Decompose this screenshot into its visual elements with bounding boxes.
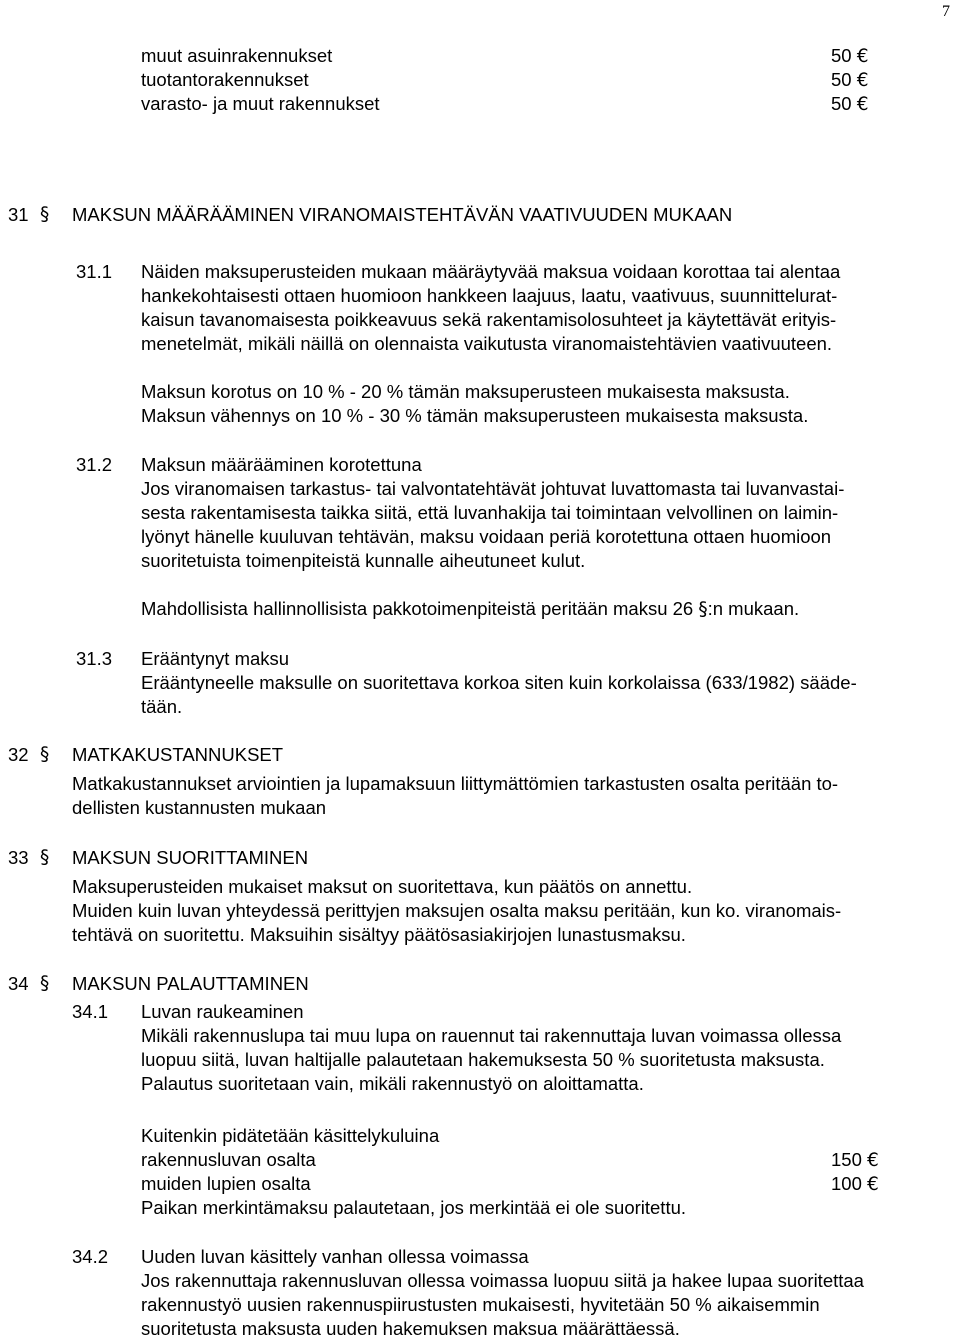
paragraph bbox=[141, 380, 941, 428]
section-title: MAKSUN PALAUTTAMINEN bbox=[72, 973, 309, 994]
section-symbol: § bbox=[40, 744, 50, 765]
section-number: 31 bbox=[8, 204, 29, 225]
subsection-heading: Luvan raukeaminen bbox=[141, 1001, 304, 1022]
section-number: 33 bbox=[8, 847, 29, 868]
fee-value: 50 € bbox=[831, 45, 869, 67]
fee-value: 100 € bbox=[831, 1173, 879, 1195]
fee-row bbox=[141, 68, 881, 92]
text-line: kaisun tavanomaisesta poikkeavuus sekä rakentamisolosuhteet ja käytettävät erityis- bbox=[141, 309, 837, 330]
subsection-heading: Maksun määrääminen korotettuna bbox=[141, 454, 422, 475]
page-number: 7 bbox=[942, 3, 950, 20]
text-line: Jos rakennuttaja rakennusluvan ollessa voimassa luopuu siitä ja hakee lupaa suoritettaa bbox=[141, 1270, 864, 1291]
text-fragment: Mahdollisista hallinnollisista pakkotoimenpiteistä peritään maksu 26 bbox=[141, 598, 699, 619]
section-number: 34 bbox=[8, 973, 29, 994]
text-line: menetelmät, mikäli näillä on olennaista vaikutusta viranomaistehtävien vaativuuteen. bbox=[141, 333, 833, 354]
text-line: Maksuperusteiden mukaiset maksut on suoritettava, kun päätös on annettu. bbox=[72, 876, 693, 897]
section-34-heading bbox=[8, 972, 908, 996]
subsection-number: 34.2 bbox=[72, 1246, 109, 1267]
section-symbol: § bbox=[40, 204, 50, 225]
section-symbol: § bbox=[40, 973, 50, 994]
fee-value: 50 € bbox=[831, 69, 869, 91]
section-title: MAKSUN SUORITTAMINEN bbox=[72, 847, 309, 868]
section-symbol: § bbox=[698, 599, 708, 620]
text-line: hankekohtaisesti ottaen huomioon hankkeen laajuus, laatu, vaativuus, suunnittelurat- bbox=[141, 285, 838, 306]
fee-value: 50 € bbox=[831, 93, 869, 115]
text-line: Palautus suoritetaan vain, mikäli rakennustyö on aloittamatta. bbox=[141, 1073, 644, 1094]
text-line: Matkakustannukset arviointien ja lupamaksuun liittymättömien tarkastusten osalta peritään to- bbox=[72, 773, 839, 794]
subsection-number: 31.2 bbox=[76, 454, 113, 475]
retention-intro: Kuitenkin pidätetään käsittelykuluina bbox=[141, 1125, 440, 1146]
text-line: lyönyt hänelle kuuluvan tehtävän, maksu voidaan periä korotettuna ottaen huomioon bbox=[141, 526, 832, 547]
paragraph bbox=[72, 875, 952, 947]
text-line: Maksun korotus on 10 % - 20 % tämän maksuperusteen mukaisesta maksusta. bbox=[141, 381, 790, 402]
paragraph bbox=[72, 772, 952, 820]
subsection-number: 34.1 bbox=[72, 1001, 109, 1022]
fee-row bbox=[141, 1172, 881, 1196]
fee-label: tuotantorakennukset bbox=[141, 69, 309, 90]
paragraph bbox=[141, 671, 941, 719]
text-line: Erääntyneelle maksulle on suoritettava korkoa siten kuin korkolaissa (633/1982) sääde- bbox=[141, 672, 857, 693]
subsection-number: 31.3 bbox=[76, 648, 113, 669]
text-line: Muiden kuin luvan yhteydessä perittyjen maksujen osalta maksu peritään, kun ko. viranomais- bbox=[72, 900, 842, 921]
section-32-heading bbox=[8, 743, 908, 767]
text-line: rakennustyö uusien rakennuspiirustusten mukaisesti, hyvitetään 50 % aikaisemmin bbox=[141, 1294, 820, 1315]
text-line: Jos viranomaisen tarkastus- tai valvontatehtävät johtuvat luvattomasta tai luvanvastai- bbox=[141, 478, 845, 499]
paragraph bbox=[141, 1269, 951, 1341]
subsection-number: 31.1 bbox=[76, 261, 113, 282]
section-31-heading bbox=[8, 203, 908, 227]
section-33-heading bbox=[8, 846, 908, 870]
text-line: Maksun vähennys on 10 % - 30 % tämän maksuperusteen mukaisesta maksusta. bbox=[141, 405, 809, 426]
fee-row bbox=[141, 1148, 881, 1172]
paragraph: Paikan merkintämaksu palautetaan, jos merkintää ei ole suoritettu. bbox=[141, 1197, 687, 1218]
text-line: luopuu siitä, luvan haltijalle palautetaan hakemuksesta 50 % suoritetusta maksusta. bbox=[141, 1049, 825, 1070]
paragraph bbox=[141, 260, 941, 356]
paragraph bbox=[141, 597, 799, 622]
text-fragment: :n mukaan. bbox=[707, 598, 800, 619]
section-number: 32 bbox=[8, 744, 29, 765]
paragraph bbox=[141, 477, 941, 573]
text-line: Mikäli rakennuslupa tai muu lupa on rauennut tai rakennuttaja luvan voimassa ollessa bbox=[141, 1025, 842, 1046]
fee-label: varasto- ja muut rakennukset bbox=[141, 93, 380, 114]
text-line: sesta rakentamisesta taikka siitä, että luvanhakija tai toimintaan velvollinen on laimin- bbox=[141, 502, 839, 523]
subsection-heading: Erääntynyt maksu bbox=[141, 648, 290, 669]
text-line: dellisten kustannusten mukaan bbox=[72, 797, 327, 818]
section-title: MATKAKUSTANNUKSET bbox=[72, 744, 284, 765]
section-symbol: § bbox=[40, 847, 50, 868]
subsection-heading: Uuden luvan käsittely vanhan ollessa voimassa bbox=[141, 1246, 529, 1267]
fee-label: rakennusluvan osalta bbox=[141, 1149, 316, 1170]
text-line: tehtävä on suoritettu. Maksuihin sisältyy päätösasiakirjojen lunastusmaksu. bbox=[72, 924, 686, 945]
section-title: MAKSUN MÄÄRÄÄMINEN VIRANOMAISTEHTÄVÄN VAATIVUUDEN MUKAAN bbox=[72, 204, 733, 225]
text-line: tään. bbox=[141, 696, 183, 717]
fee-row bbox=[141, 44, 881, 68]
fee-label: muut asuinrakennukset bbox=[141, 45, 333, 66]
text-line: suoritetusta maksusta uuden hakemuksen maksua määrättäessä. bbox=[141, 1318, 680, 1339]
fee-value: 150 € bbox=[831, 1149, 879, 1171]
text-line: Näiden maksuperusteiden mukaan määräytyvää maksua voidaan korottaa tai alentaa bbox=[141, 261, 841, 282]
fee-label: muiden lupien osalta bbox=[141, 1173, 311, 1194]
fee-row bbox=[141, 92, 881, 116]
paragraph bbox=[141, 1024, 941, 1096]
text-line: suoritetuista toimenpiteistä kunnalle aiheutuneet kulut. bbox=[141, 550, 586, 571]
